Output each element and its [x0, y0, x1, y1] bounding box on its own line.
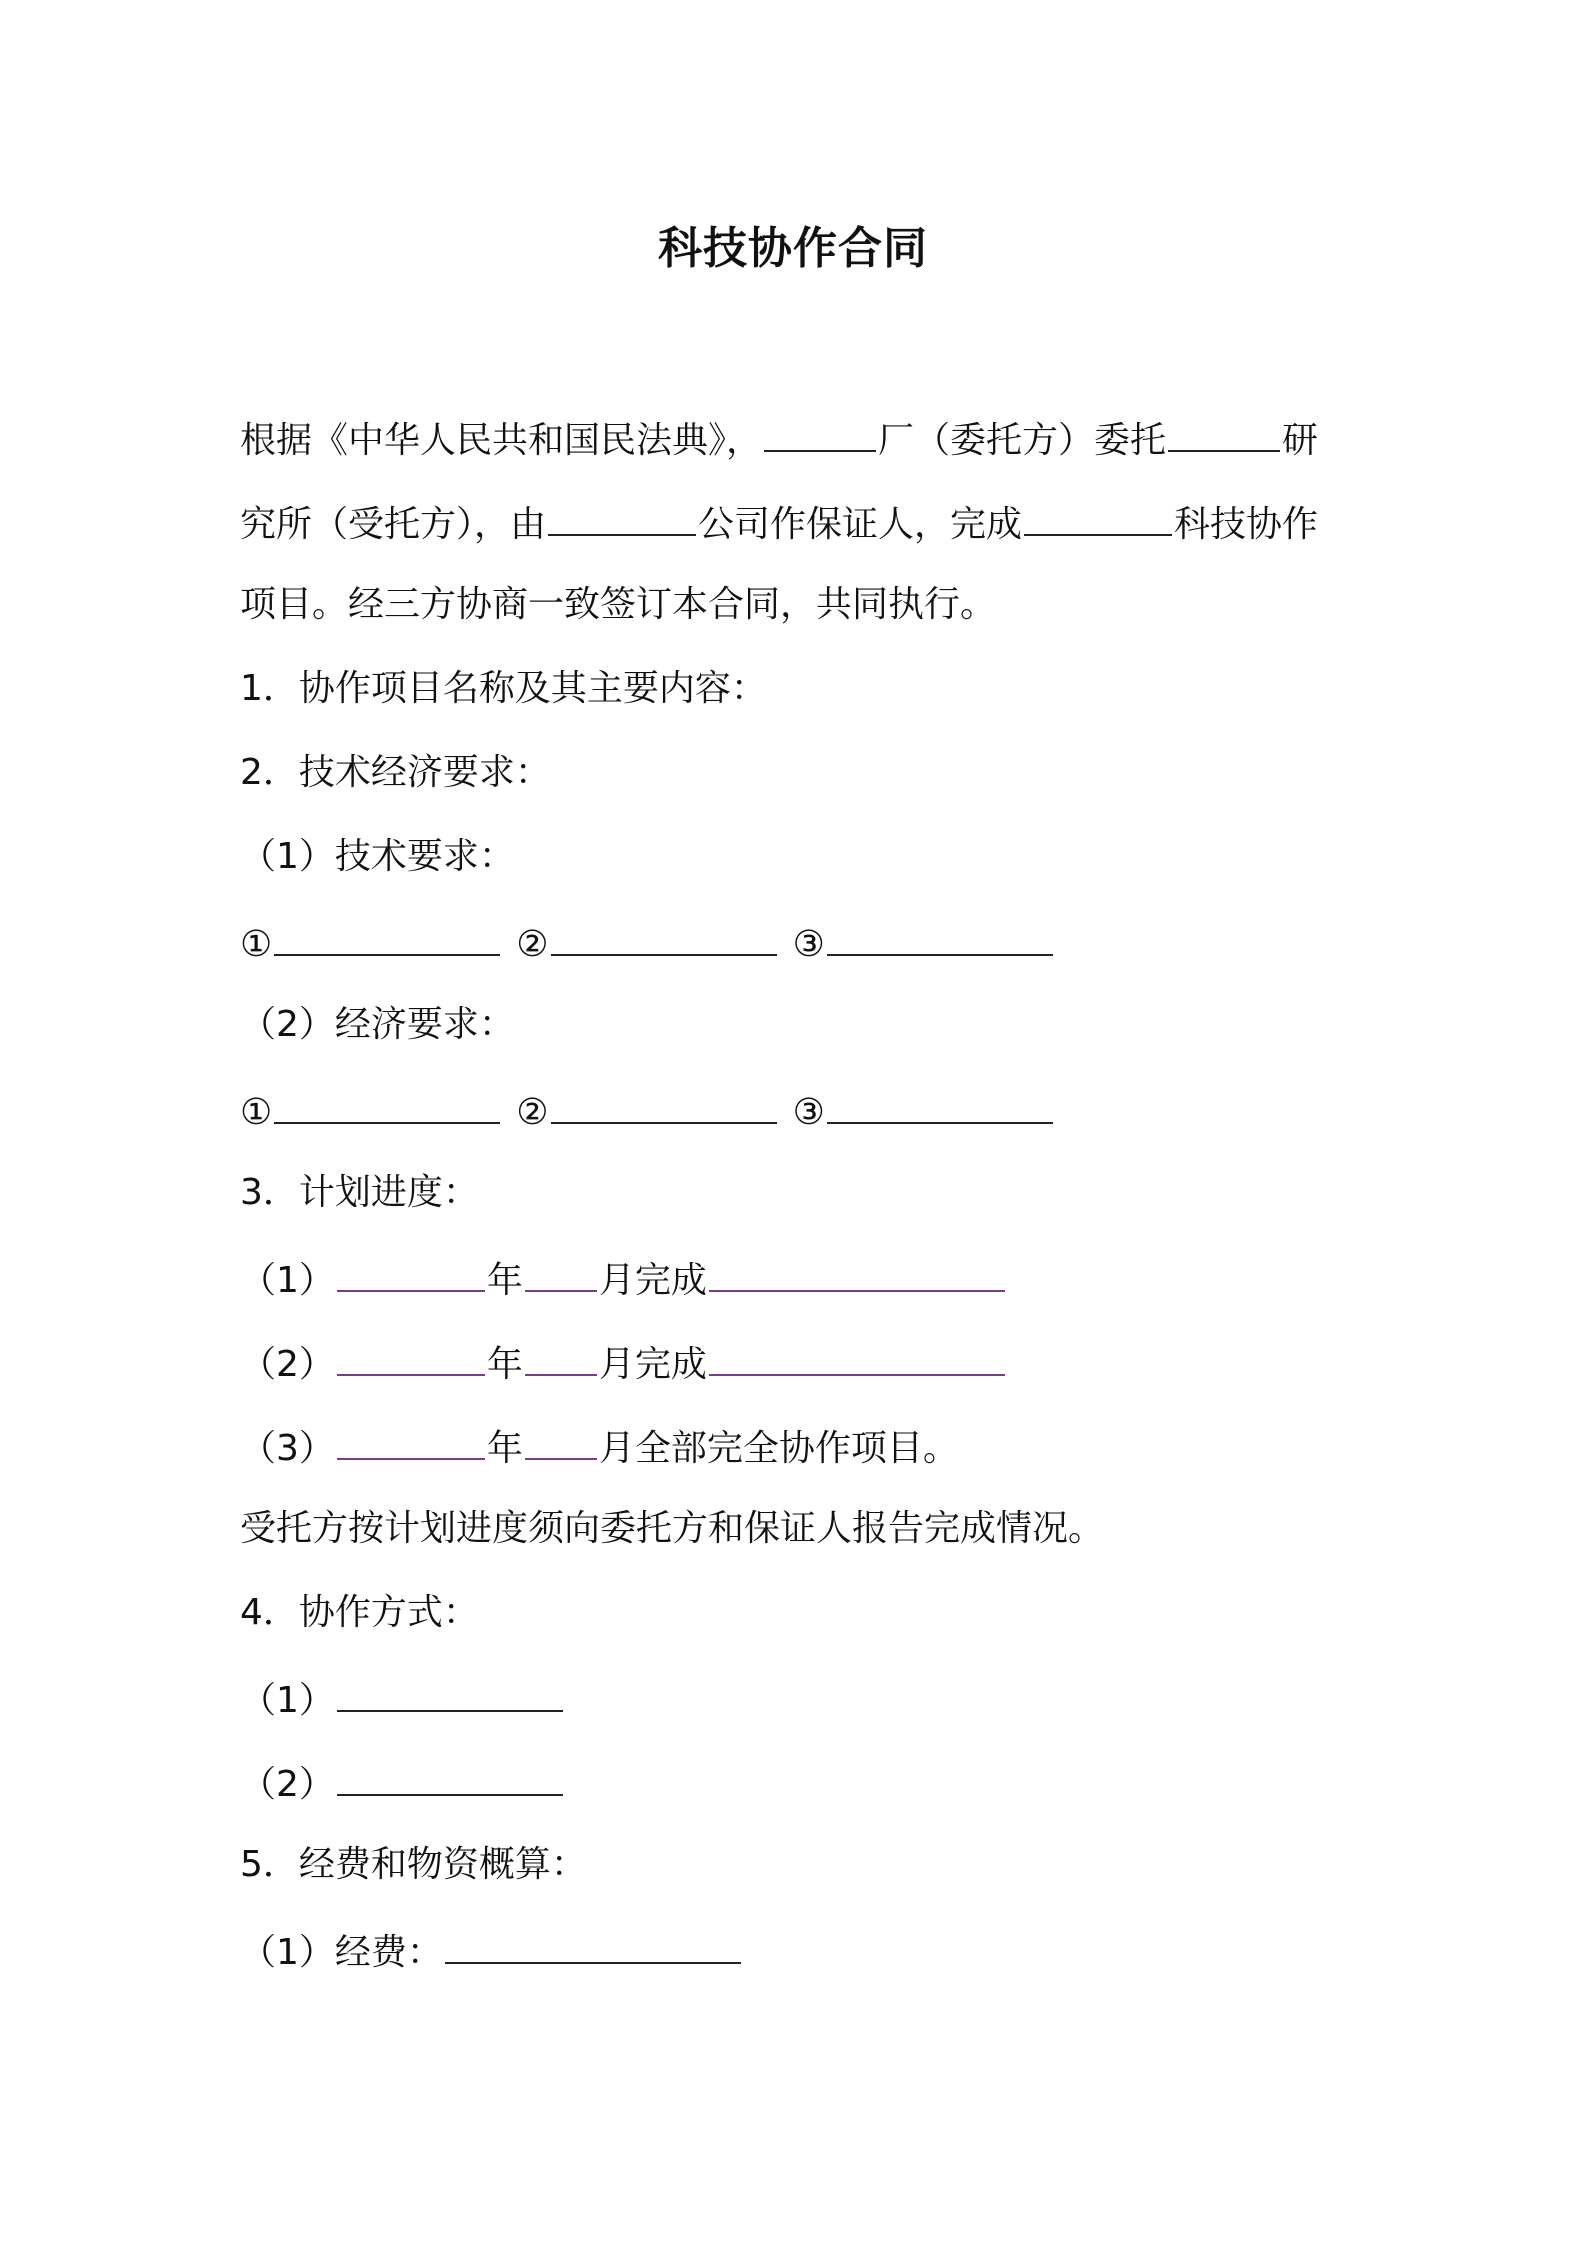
- circle-number: ①: [240, 1092, 273, 1133]
- circle-number: ②: [516, 1092, 549, 1133]
- schedule-item: [240, 1336, 1007, 1386]
- funding-label: （1）经费：: [240, 1932, 443, 1973]
- section-5-heading: 5．经费和物资概算：: [240, 1844, 587, 1885]
- tech-requirements-heading: （1）技术要求：: [240, 836, 515, 877]
- item-number: （2）: [240, 1764, 335, 1805]
- funding-item: [240, 1924, 743, 1974]
- item-number: （3）: [240, 1428, 335, 1469]
- schedule-item: [240, 1420, 959, 1470]
- institute-blank[interactable]: [1168, 412, 1280, 452]
- intro-text: 科技协作: [1174, 504, 1319, 545]
- schedule-item: [240, 1252, 1007, 1302]
- year-blank[interactable]: [337, 1420, 485, 1460]
- year-blank[interactable]: [337, 1252, 485, 1292]
- method-item: [240, 1756, 565, 1806]
- month-blank[interactable]: [525, 1420, 597, 1460]
- method-blank-2[interactable]: [337, 1756, 563, 1796]
- section-4-heading: 4．协作方式：: [240, 1592, 479, 1633]
- econ-req-blank-1[interactable]: [274, 1084, 500, 1124]
- factory-blank[interactable]: [764, 412, 876, 452]
- intro-line-3: 项目。经三方协商一致签订本合同，共同执行。: [240, 584, 997, 625]
- intro-text: 究所（受托方），由: [240, 504, 547, 545]
- milestone-blank[interactable]: [709, 1252, 1005, 1292]
- method-item: [240, 1672, 565, 1722]
- tech-req-blank-1[interactable]: [274, 916, 500, 956]
- schedule-note: 受托方按计划进度须向委托方和保证人报告完成情况。: [240, 1508, 1105, 1549]
- document-title: 科技协作合同: [658, 223, 928, 274]
- year-label: 年: [486, 1344, 523, 1385]
- item-number: （2）: [240, 1344, 335, 1385]
- month-label: 月完成: [598, 1344, 707, 1385]
- intro-text: 厂（委托方）委托: [878, 420, 1167, 461]
- method-blank-1[interactable]: [337, 1672, 563, 1712]
- circle-number: ②: [516, 924, 549, 965]
- project-name-blank[interactable]: [1024, 496, 1172, 536]
- section-1-heading: 1．协作项目名称及其主要内容：: [240, 668, 767, 709]
- section-2-heading: 2．技术经济要求：: [240, 752, 551, 793]
- tech-req-blank-3[interactable]: [827, 916, 1053, 956]
- item-number: （1）: [240, 1680, 335, 1721]
- month-label: 月全部完全协作项目。: [598, 1428, 959, 1469]
- year-label: 年: [486, 1428, 523, 1469]
- month-label: 月完成: [598, 1260, 707, 1301]
- intro-text: 研: [1282, 420, 1319, 461]
- section-3-heading: 3．计划进度：: [240, 1172, 479, 1213]
- intro-text: 根据《中华人民共和国民法典》，: [240, 420, 763, 461]
- econ-req-blank-2[interactable]: [551, 1084, 777, 1124]
- circle-number: ③: [792, 1092, 825, 1133]
- intro-line-2: [240, 496, 1318, 546]
- intro-line-1: [240, 412, 1318, 462]
- year-blank[interactable]: [337, 1336, 485, 1376]
- tech-req-blank-2[interactable]: [551, 916, 777, 956]
- circle-number: ③: [792, 924, 825, 965]
- month-blank[interactable]: [525, 1336, 597, 1376]
- guarantor-company-blank[interactable]: [548, 496, 696, 536]
- intro-text: 公司作保证人，完成: [698, 504, 1023, 545]
- tech-requirements-blanks: [240, 916, 1055, 966]
- item-number: （1）: [240, 1260, 335, 1301]
- econ-req-blank-3[interactable]: [827, 1084, 1053, 1124]
- milestone-blank[interactable]: [709, 1336, 1005, 1376]
- funding-blank[interactable]: [445, 1924, 741, 1964]
- circle-number: ①: [240, 924, 273, 965]
- econ-requirements-heading: （2）经济要求：: [240, 1004, 515, 1045]
- year-label: 年: [486, 1260, 523, 1301]
- month-blank[interactable]: [525, 1252, 597, 1292]
- econ-requirements-blanks: [240, 1084, 1055, 1134]
